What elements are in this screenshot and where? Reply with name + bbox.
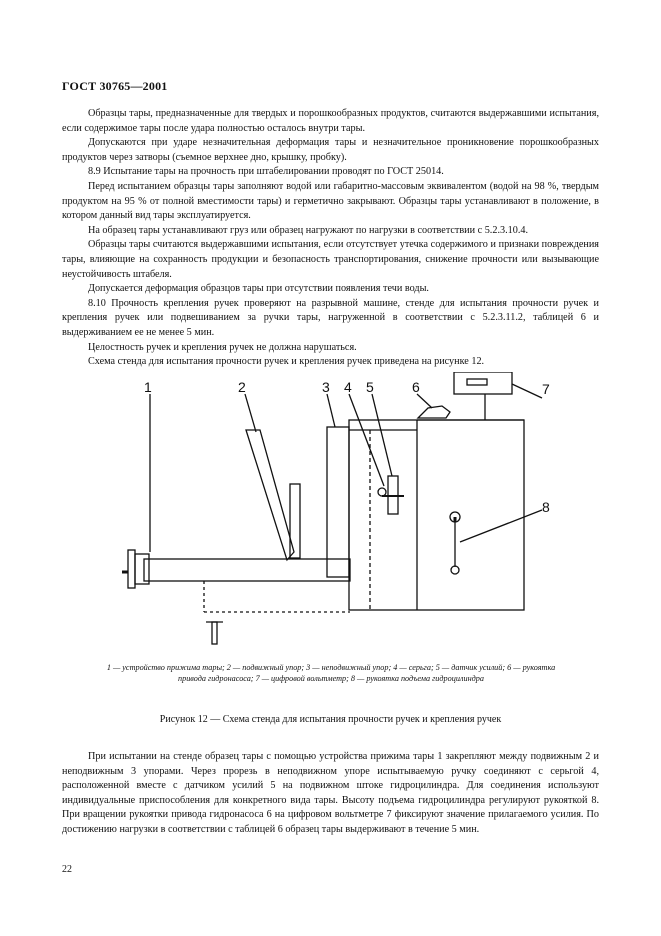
paragraph: На образец тары устанавливают груз или образец нагружают по нагрузки в соответствии с 5.2.3.10.4. [88, 224, 529, 236]
label-6: 6 [412, 379, 420, 395]
page-number: 22 [62, 864, 72, 875]
paragraph: Допускаются при ударе незначительная деформация тары и незначительное проникновение порошкообразных продуктов через затворы (съемное верхнее дно, крышку, пробку). [62, 137, 599, 163]
main-cabinet [349, 420, 524, 610]
test-stand-diagram [62, 372, 602, 662]
fixed-stop [327, 427, 349, 577]
label-8: 8 [542, 499, 550, 515]
paragraph: Допускается деформация образцов тары при отсутствии появления течи воды. [88, 283, 429, 295]
paragraph: 8.10 Прочность крепления ручек проверяют на разрывной машине, стенде для испытания прочности ручек и крепления ручек или подвешиванием за ручки тары, нагруженной в соответствии с 5.2.3.11.2, таблицей 6 и выдерживанием ее не менее 5 мин. [62, 297, 599, 338]
label-7: 7 [542, 381, 550, 397]
shackle [378, 488, 386, 496]
paragraph: Образцы тары считаются выдержавшими испытания, если отсутствует утечка содержимого и признаки повреждения тары, влияющие на сохранность продукции и безопасность транспортирования, снижение прочности или вызывающие неустойчивость штабеля. [62, 239, 599, 280]
label-5: 5 [366, 379, 374, 395]
body-text-bottom [62, 750, 599, 838]
body-text-top [62, 107, 599, 370]
digital-voltmeter [454, 372, 512, 394]
paragraph: Целостность ручек и крепления ручек не должна нарушаться. [88, 341, 357, 353]
paragraph: 8.9 Испытание тары на прочность при штабелировании проводят по ГОСТ 25014. [88, 166, 444, 178]
movable-stop [246, 430, 294, 560]
label-3: 3 [322, 379, 330, 395]
figure-caption: Рисунок 12 — Схема стенда для испытания прочности ручек и крепления ручек [159, 714, 502, 725]
document-code: ГОСТ 30765—2001 [62, 79, 168, 93]
horizontal-frame [144, 559, 350, 581]
paragraph: При испытании на стенде образец тары с помощью устройства прижима тары 1 закрепляют между подвижным 2 и неподвижным 3 упорами. Через прорезь в неподвижном упоре испытываемую ручку соединяют с серьгой 4, расположенной вместе с датчиком усилий 5 на подвижном штоке гидроцилиндра. Для соединения используют индивидуальные приспособления для конкретного вида тары. Высоту подъема гидроцилиндра регулируют рукояткой 8. При вращении рукоятки привода гидронасоса 6 на цифровом вольтметре 7 фиксируют значение прилагаемого усилия. По достижению нагрузки в соответствии с таблицей 6 образец тары выдерживают в течение 5 мин. [62, 751, 599, 835]
label-1: 1 [144, 379, 152, 395]
label-4: 4 [344, 379, 352, 395]
paragraph: Перед испытанием образцы тары заполняют водой или габаритно-массовым эквивалентом (водой на 98 %, твердым продуктом на 95 % от полной вместимости тары) и герметично закрывают. Образцы тары устанавливают в положение, в котором данный вид тары эксплуатируется. [62, 180, 599, 222]
paragraph: Схема стенда для испытания прочности ручек и крепления ручек приведена на рисунке 12. [88, 356, 485, 368]
support-leg [212, 622, 217, 644]
paragraph: Образцы тары, предназначенные для твердых и порошкообразных продуктов, считаются выдержавшими испытания, если содержимое тары после удара полностью осталось внутри тары. [62, 108, 599, 134]
figure-legend: 1 — устройство прижима тары; 2 — подвижный упор; 3 — неподвижный упор; 4 — серьга; 5 — датчик усилий; 6 — рукоятка привода гидронасоса; 7 — цифровой вольтметр; 8 — рукоятка подъема гидроцилиндра [106, 663, 556, 683]
pump-handle [418, 406, 450, 418]
label-2: 2 [238, 379, 246, 395]
